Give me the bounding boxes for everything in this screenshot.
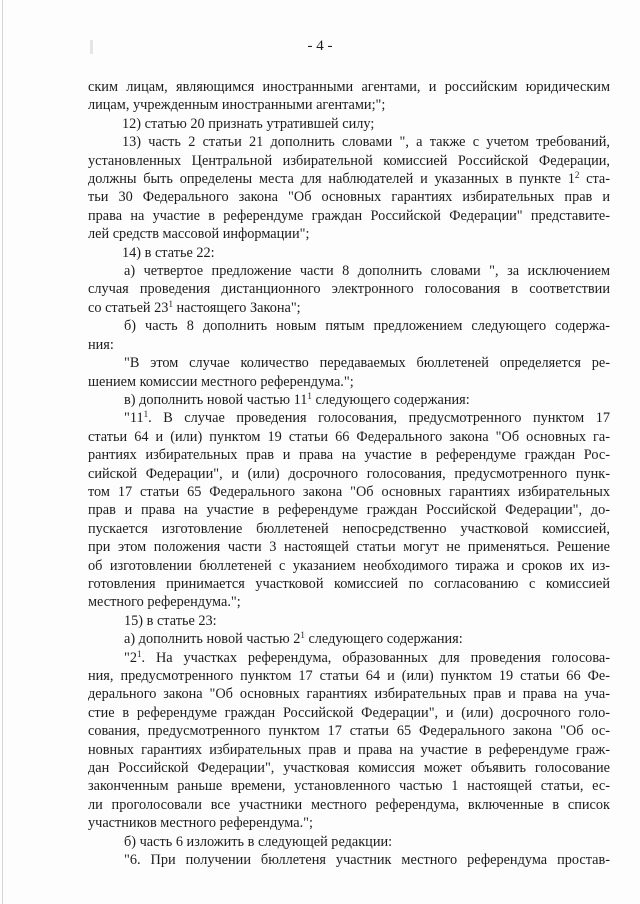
text-fragment: настоящего Закона"; xyxy=(172,299,301,316)
superscript: 1 xyxy=(168,298,173,309)
text-fragment: ста- xyxy=(579,171,610,188)
text-line: лей средств массовой информации"; xyxy=(88,226,310,243)
text-line: дерального закона "Об основных гарантиях избирательных прав и права на уча- xyxy=(88,686,610,703)
text-fragment: следующего содержания: xyxy=(311,391,470,408)
text-line: статьи 64 и (или) пунктом 19 статьи 66 Федерального закона "Об основных га- xyxy=(88,428,610,445)
text-line: тьи 30 Федерального закона "Об основных гарантиях избирательных прав и xyxy=(88,189,610,206)
text-fragment: а) дополнить новой частью 2 xyxy=(124,631,301,648)
text-line xyxy=(88,299,610,317)
text-line: шением комиссии местного референдума."; xyxy=(88,373,354,390)
text-line xyxy=(88,630,610,648)
document-body xyxy=(88,78,610,869)
superscript: 2 xyxy=(574,170,580,181)
superscript: 1 xyxy=(300,630,305,641)
text-line: новных гарантиях избирательных прав и права на участие в референдуме граж- xyxy=(88,741,610,758)
text-fragment: . На участках референдума, образованных для проведения голосова- xyxy=(141,649,610,666)
text-line: дан Российской Федерации", участковая комиссия может объявить голосование xyxy=(88,760,610,777)
text-line: б) часть 8 дополнить новым пятым предложением следующего содержа- xyxy=(124,318,610,335)
text-line: сования, предусмотренного пунктом 17 статьи 65 Федерального закона "Об ос- xyxy=(88,723,610,740)
text-line: местного референдума."; xyxy=(88,594,241,611)
text-fragment: следующего содержания: xyxy=(304,631,463,648)
text-line: 14) в статье 22: xyxy=(122,244,215,261)
text-line: ли проголосовали все участники местного референдума, включенные в список xyxy=(88,796,610,813)
text-line: ским лицам, являющимся иностранными агентами, и российским юридическим xyxy=(88,79,610,95)
text-fragment: "11 xyxy=(124,410,144,427)
text-line: "В этом случае количество передаваемых бюллетеней определяется ре- xyxy=(124,355,610,372)
text-line: "6. При получении бюллетеня участник местного референдума простав- xyxy=(124,852,610,869)
text-line: участников местного референдума."; xyxy=(88,815,313,832)
text-line xyxy=(88,170,610,188)
text-line: установленных Центральной избирательной комиссией Российской Федерации, xyxy=(88,152,610,169)
text-line: прав и права на участие в референдуме граждан Российской Федерации", до- xyxy=(88,502,610,519)
superscript: 1 xyxy=(307,390,312,401)
text-line: случая проведения дистанционного электронного голосования в соответствии xyxy=(88,281,610,298)
text-line: том 17 статьи 65 Федерального закона "Об основных гарантиях избирательных xyxy=(88,483,610,500)
text-line: ния, предусмотренного пунктом 17 статьи 64 и (или) пунктом 19 статьи 66 Фе- xyxy=(88,668,610,684)
text-fragment: . В случае проведения голосования, предусмотренного пунктом 17 xyxy=(148,410,610,427)
text-line: рантиях избирательных прав и права на участие в референдуме граждан Рос- xyxy=(88,447,610,464)
scan-artifact xyxy=(2,0,3,904)
text-fragment: "2 xyxy=(124,649,137,666)
text-line: 15) в статье 23: xyxy=(124,612,217,629)
text-line: а) четвертое предложение части 8 дополнить словами ", за исключением xyxy=(124,263,610,280)
text-line: готовления принимается участковой комиссией по согласованию с комиссией xyxy=(88,575,610,592)
text-line: сийской Федерации", и (или) досрочного голосования, предусмотренного пунк- xyxy=(88,465,610,482)
text-line: 12) статью 20 признать утратившей силу; xyxy=(122,115,375,132)
text-line: пускается изготовление бюллетеней непосредственно участковой комиссией, xyxy=(88,520,610,537)
text-line: лицам, учрежденным иностранными агентами;"; xyxy=(88,97,386,114)
superscript: 1 xyxy=(143,409,149,420)
text-line: стие в референдуме граждан Российской Федерации", и (или) досрочного голо- xyxy=(88,704,610,721)
text-fragment: со статьей 23 xyxy=(88,299,169,316)
text-line: права на участие в референдуме граждан Российской Федерации" представите- xyxy=(88,207,610,224)
text-fragment: должны быть определены места для наблюдателей и указанных в пункте 1 xyxy=(88,171,575,188)
text-line: б) часть 6 изложить в следующей редакции: xyxy=(124,833,393,850)
text-line xyxy=(88,649,610,667)
text-line: 13) часть 2 статьи 21 дополнить словами ", а также с учетом требований, xyxy=(122,134,610,151)
text-fragment: в) дополнить новой частью 11 xyxy=(124,391,308,408)
text-line: об изготовлении бюллетеней с указанием необходимого тиража и сроков их из- xyxy=(88,557,610,574)
text-line: при этом положения части 3 настоящей статьи могут не применяться. Решение xyxy=(88,539,610,556)
text-line xyxy=(88,409,610,427)
text-line: ния: xyxy=(88,336,114,353)
page-number: - 4 - xyxy=(307,38,333,54)
text-line xyxy=(88,391,610,409)
superscript: 1 xyxy=(137,648,142,659)
text-line: законченным раньше времени, установленного частью 1 настоящей статьи, ес- xyxy=(88,778,610,795)
